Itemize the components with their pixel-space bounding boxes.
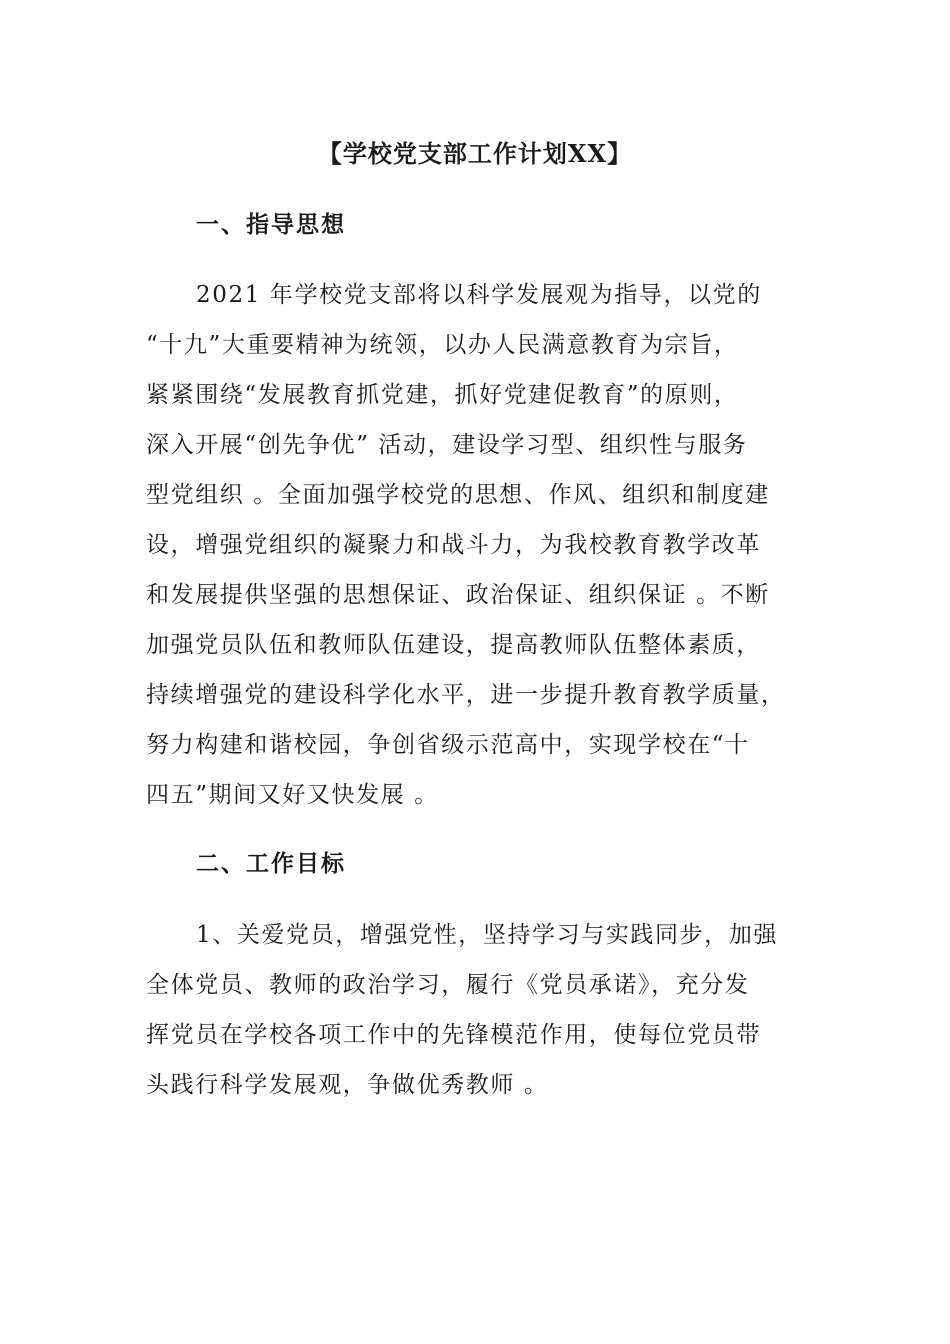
paragraph-line: 全体党员、教师的政治学习，履行《党员承诺》，充分发 [146,972,750,998]
section-paragraph-guiding-ideology [146,270,806,820]
section-paragraph-work-goals [146,910,806,1110]
paragraph-line: 紧紧围绕“发展教育抓党建，抓好党建促教育”的原则， [146,382,739,408]
paragraph-line: 1、关爱党员，增强党性，坚持学习与实践同步，加强 [196,922,779,948]
paragraph-line: 加强党员队伍和教师队伍建设，提高教师队伍整体素质， [146,632,761,658]
paragraph-line: “十九”大重要精神为统领，以办人民满意教育为宗旨， [146,332,739,358]
section-heading-guiding-ideology: 一、指导思想 [196,211,346,238]
paragraph-line: 型党组织 。全面加强学校党的思想、作风、组织和制度建 [146,482,770,508]
paragraph-line: 2021 年学校党支部将以科学发展观为指导，以党的 [196,282,762,308]
paragraph-line: 深入开展“创先争优” 活动，建设学习型、组织性与服务 [146,432,748,458]
paragraph-line: 持续增强党的建设科学化水平，进一步提升教育教学质量， [146,682,786,708]
paragraph-line: 头践行科学发展观，争做优秀教师 。 [146,1072,549,1098]
paragraph-line: 四五”期间又好又快发展 。 [146,782,439,808]
paragraph-line: 努力构建和谐校园，争创省级示范高中，实现学校在“十 [146,732,750,758]
paragraph-line: 和发展提供坚强的思想保证、政治保证、组织保证 。不断 [146,582,770,608]
section-heading-work-goals: 二、工作目标 [196,850,346,877]
paragraph-line: 挥党员在学校各项工作中的先锋模范作用，使每位党员带 [146,1022,761,1048]
paragraph-line: 设，增强党组织的凝聚力和战斗力，为我校教育教学改革 [146,532,761,558]
document-title: 【学校党支部工作计划XX】 [317,139,633,168]
